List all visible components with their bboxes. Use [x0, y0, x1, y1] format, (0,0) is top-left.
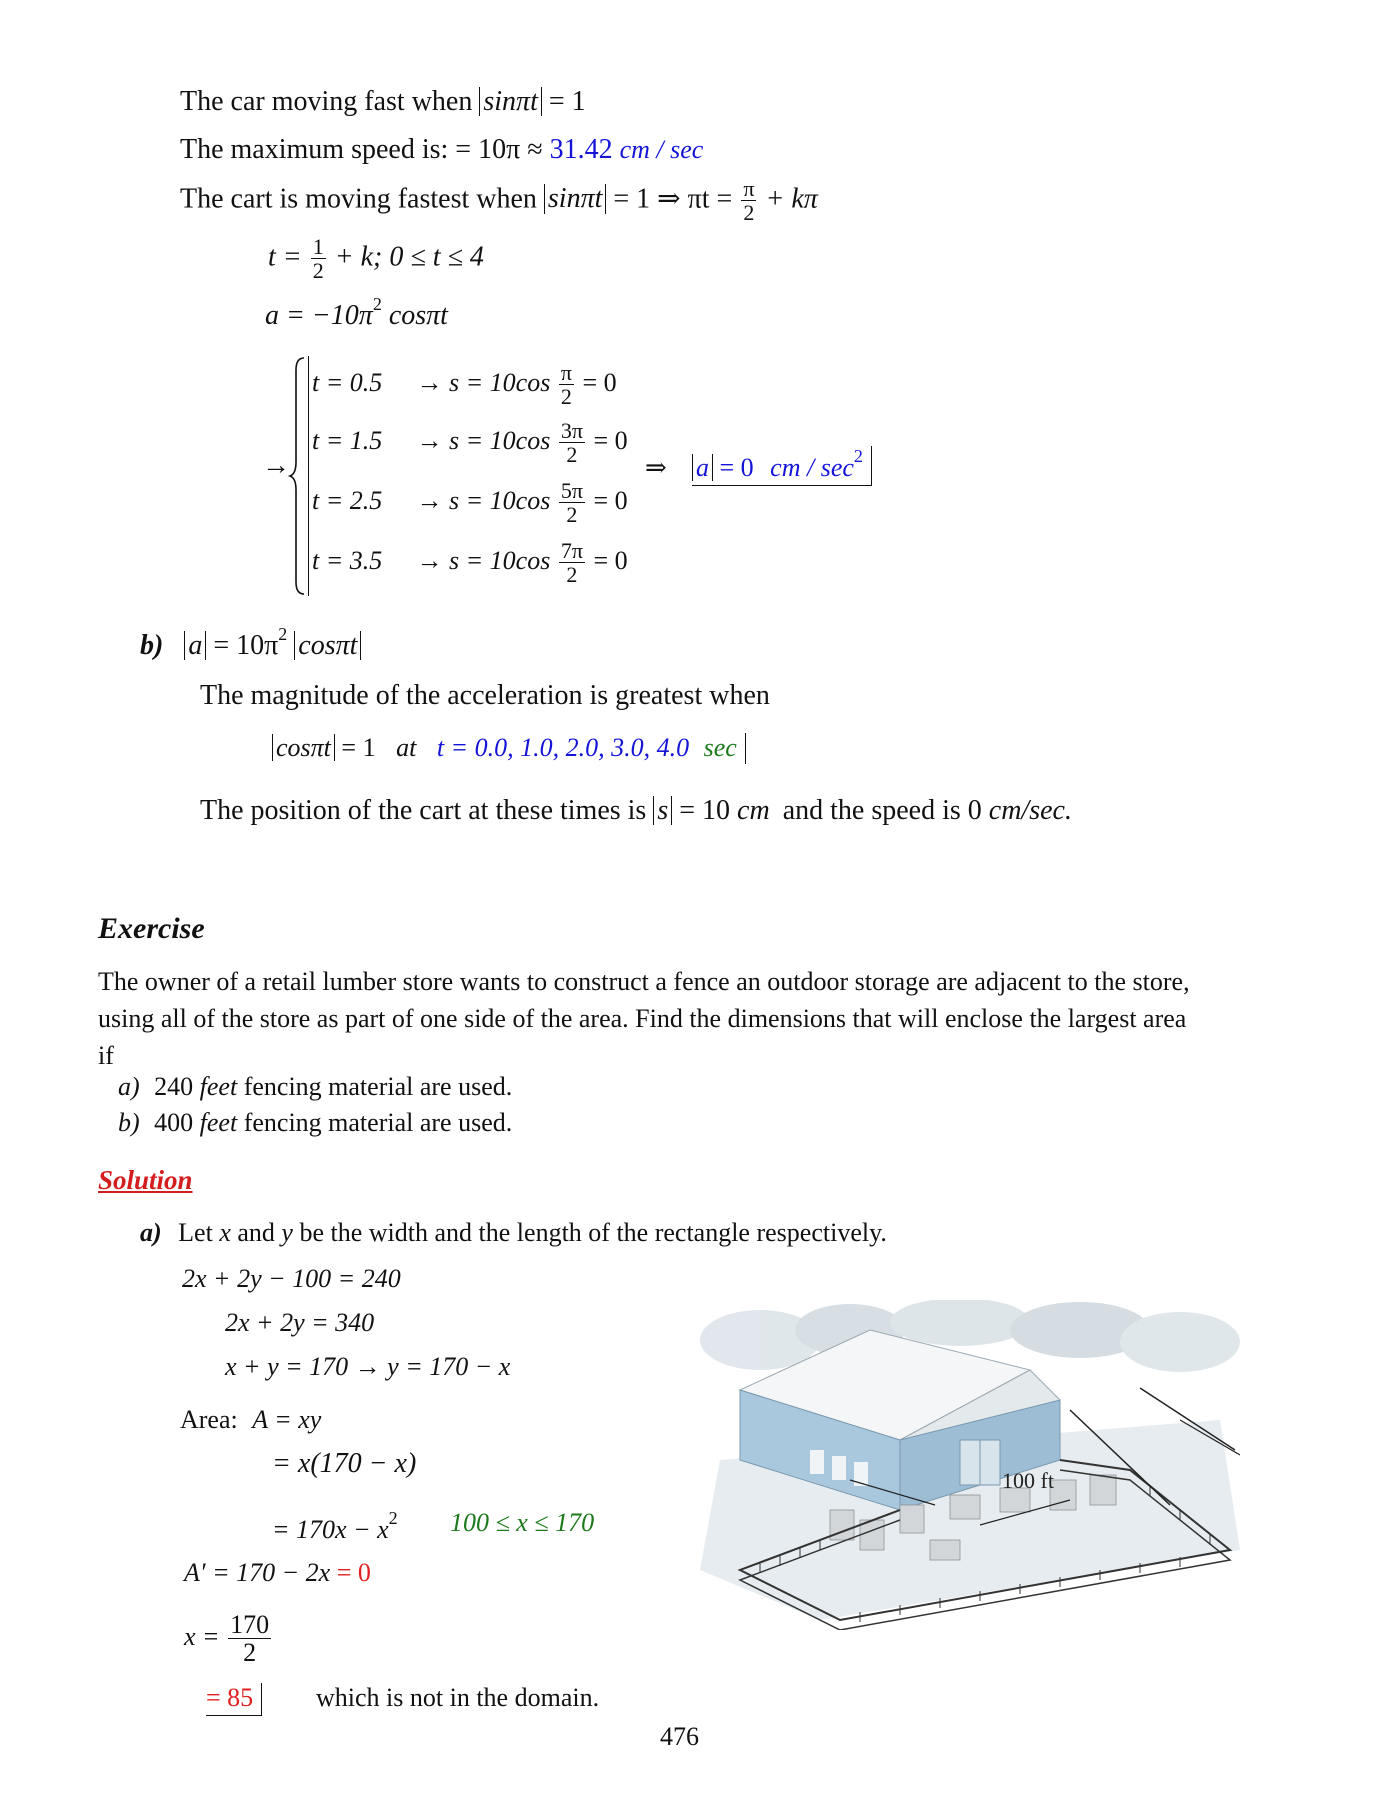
- page-number: 476: [660, 1722, 699, 1751]
- abs-sin-pit-2: sinπt: [544, 184, 606, 213]
- solution-a-intro: a) Let x and y be the width and the length of the rectangle respectively.: [140, 1218, 887, 1247]
- line-car-fast: The car moving fast when sinπt = 1: [180, 86, 586, 117]
- max-speed-value: 31.42: [549, 134, 613, 165]
- exercise-item-a: a) 240 feet fencing material are used.: [118, 1072, 513, 1101]
- solution-title: Solution: [98, 1165, 193, 1195]
- part-b-label: b): [140, 630, 164, 661]
- warehouse-figure: [700, 1300, 1240, 1630]
- result-a-zero: a = 0 cm / $\sec^2$: [692, 446, 872, 486]
- part-b-expression: b) $a = 10\pi^2$ cosπt: [140, 624, 361, 662]
- left-brace: [288, 356, 308, 596]
- domain: 100 ≤ x ≤ 170: [450, 1508, 595, 1537]
- area-polynomial: = $170x - x^2$: [272, 1508, 398, 1544]
- line-cart-fastest: The cart is moving fastest when sinπt = 1 ⇒ πt = $\frac{\pi}{2}$ + kπ: [180, 176, 818, 225]
- line-max-speed: The maximum speed is: = 10π ≈ 31.42 cm / sec: [180, 134, 704, 165]
- part-b-times: cosπt = 1 at t = 0.0, 1.0, 2.0, 3.0, 4.0 sec: [272, 733, 746, 763]
- area-def: Area: A = xy: [180, 1405, 322, 1434]
- x-value: = 85: [206, 1683, 262, 1716]
- exercise-item-b: b) 400 feet fencing material are used.: [118, 1108, 513, 1137]
- case-row: t = 3.5 → s = 10cos $\frac{7\pi}{2}$ = 0: [312, 538, 628, 587]
- case-row: t = 2.5 → s = 10cos $\frac{5\pi}{2}$ = 0: [312, 478, 628, 527]
- part-b-position: The position of the cart at these times is s = 10 cm and the speed is 0 cm/sec.: [200, 795, 1072, 826]
- eq-y-of-x: x + y = 170 → y = 170 − x: [225, 1352, 511, 1381]
- cases-implies: ⇒: [645, 453, 667, 482]
- figure-label-100ft: 100 ft: [1002, 1468, 1054, 1493]
- area-expanded: = x(170 − x): [272, 1448, 417, 1479]
- eq-fencing: 2x + 2y − 100 = 240: [182, 1264, 401, 1293]
- cases-bar: [308, 356, 311, 596]
- a-equation: $a = -10\pi^2$ cosπt: [265, 294, 448, 331]
- x-note: which is not in the domain.: [316, 1683, 600, 1712]
- frac-one-half: $\frac{1}{2}$: [312, 234, 324, 283]
- part-b-sentence: The magnitude of the acceleration is greatest when: [200, 680, 770, 711]
- times-list: t = 0.0, 1.0, 2.0, 3.0, 4.0: [436, 733, 690, 762]
- case-row: t = 0.5 → s = 10cos $\frac{\pi}{2}$ = 0: [312, 360, 617, 409]
- frac-pi-over-2: $\frac{\pi}{2}$: [743, 176, 755, 225]
- x-solution: x = $\frac{170}{2}$: [184, 1610, 270, 1667]
- abs-sin-pit-1: sinπt: [479, 87, 541, 116]
- eq-simplified: 2x + 2y = 340: [225, 1308, 375, 1337]
- exercise-paragraph: The owner of a retail lumber store wants to construct a fence an outdoor storage are adjacent to the store, using all of the store as part of one side of the area. Find the dimensions that will enclose the largest area if: [98, 967, 1190, 1070]
- case-row: t = 1.5 → s = 10cos $\frac{3\pi}{2}$ = 0: [312, 418, 628, 467]
- derivative: A′ = 170 − 2x = 0: [184, 1558, 371, 1587]
- t-equation: t = $\frac{1}{2}$ + k; 0 ≤ t ≤ 4: [268, 234, 484, 283]
- cases-arrow: →: [262, 450, 290, 481]
- exercise-title: Exercise: [98, 912, 205, 945]
